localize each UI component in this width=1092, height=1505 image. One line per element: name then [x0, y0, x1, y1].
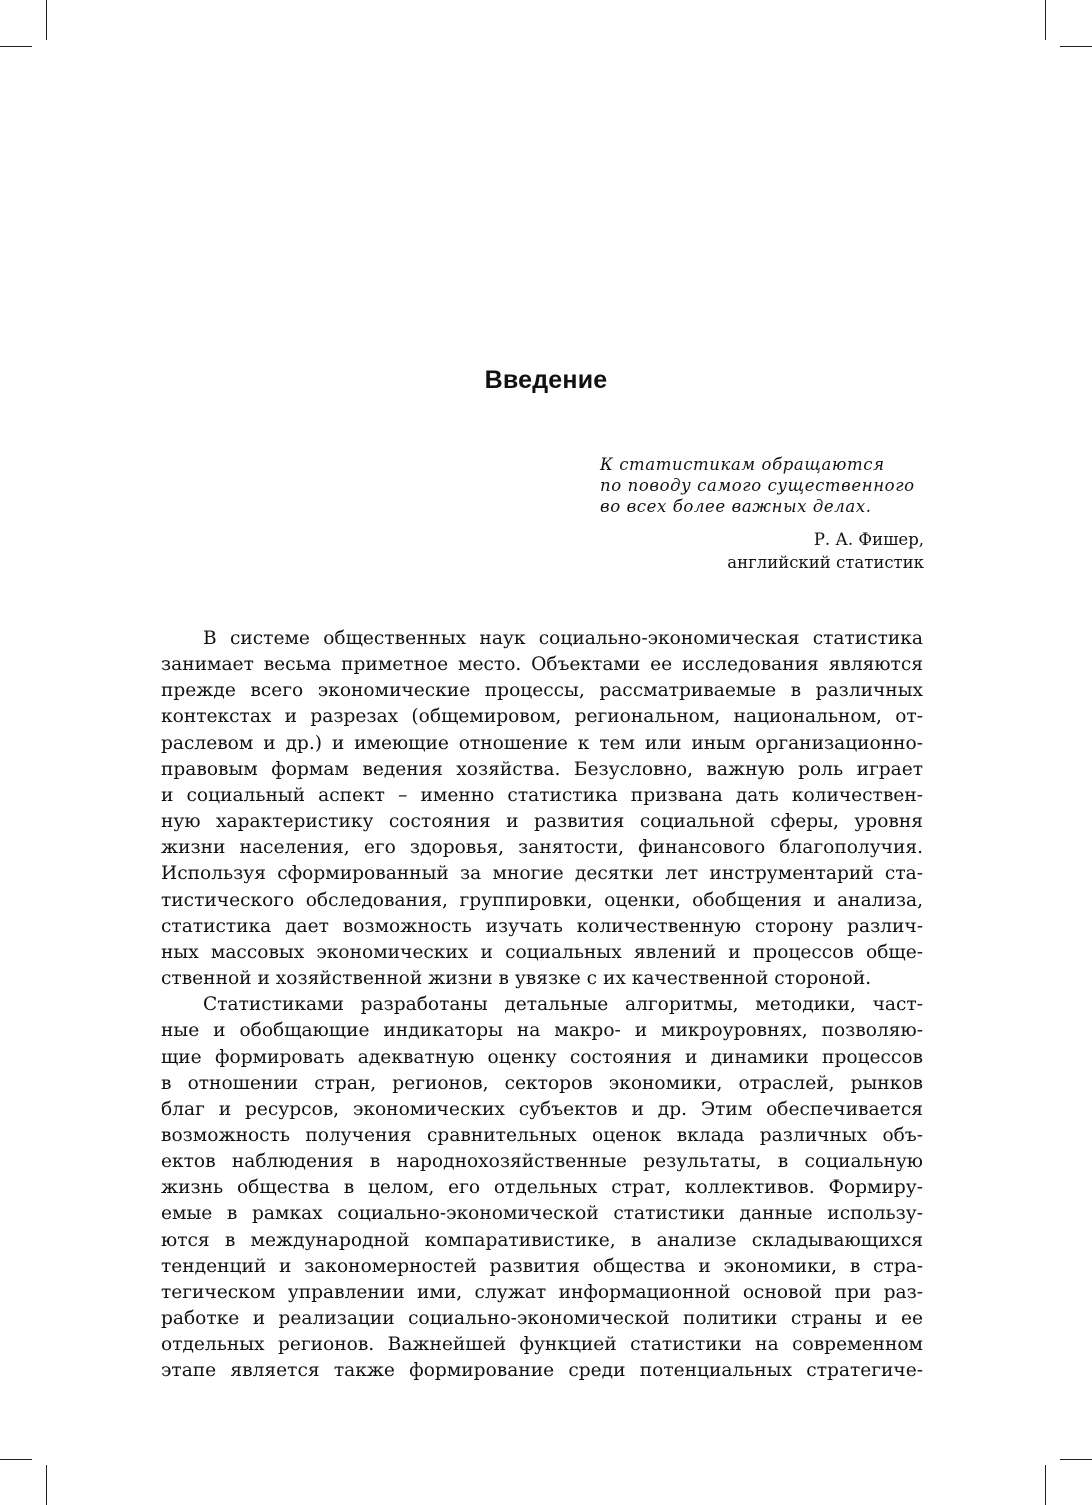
text-line: ются в международной компаративистике, в анализе складывающихся — [161, 1229, 923, 1251]
text-line: жизни населения, его здоровья, занятости, финансового благополучия. — [161, 837, 923, 859]
text-line: в отношении стран, регионов, секторов экономики, отраслей, рынков — [161, 1072, 923, 1094]
text-line: Используя сформированный за многие десятки лет инструментарий ста- — [161, 863, 923, 885]
epigraph-line: по поводу самого существенного — [600, 476, 915, 495]
text-line: благ и ресурсов, экономических субъектов и др. Этим обеспечивается — [161, 1098, 923, 1120]
crop-mark-bottom-left-horizontal — [0, 1459, 32, 1460]
epigraph — [600, 454, 924, 517]
text-line: В системе общественных наук социально-экономическая статистика — [203, 628, 923, 649]
text-line: ные и обобщающие индикаторы на макро- и микроуровнях, позволяю- — [161, 1020, 923, 1042]
text-line: возможность получения сравнительных оценок вклада различных объ- — [161, 1124, 923, 1146]
crop-mark-bottom-left-vertical — [46, 1465, 47, 1505]
text-line: ную характеристику состояния и развития социальной сферы, уровня — [161, 811, 923, 833]
epigraph-author: Р. А. Фишер, — [813, 530, 924, 549]
crop-mark-bottom-right-horizontal — [1060, 1459, 1092, 1460]
epigraph-author-role: английский статистик — [727, 553, 924, 572]
text-line: контекстах и разрезах (общемировом, региональном, национальном, от- — [161, 706, 923, 728]
text-line: ектов наблюдения в народнохозяйственные результаты, в социальную — [161, 1151, 923, 1173]
text-line: тистического обследования, группировки, оценки, обобщения и анализа, — [161, 889, 923, 911]
text-line: этапе является также формирование среди потенциальных стратегиче- — [161, 1360, 923, 1382]
text-line: тегическом управлении ими, служат информационной основой при раз- — [161, 1281, 923, 1303]
crop-mark-top-right-vertical — [1045, 0, 1046, 40]
text-line: жизнь общества в целом, его отдельных страт, коллективов. Формиру- — [161, 1177, 923, 1199]
text-line: емые в рамках социально-экономической статистики данные использу- — [161, 1203, 923, 1225]
epigraph-line: во всех более важных делах. — [600, 497, 872, 516]
text-line: ных массовых экономических и социальных явлений и процессов обще- — [161, 941, 923, 963]
text-line: отдельных регионов. Важнейшей функцией статистики на современном — [161, 1334, 923, 1356]
crop-mark-top-right-horizontal — [1060, 46, 1092, 47]
text-line: Статистиками разработаны детальные алгоритмы, методики, част- — [203, 994, 923, 1016]
text-line: правовым формам ведения хозяйства. Безусловно, важную роль играет — [161, 758, 923, 780]
text-line: работке и реализации социально-экономической политики страны и ее — [161, 1308, 923, 1330]
paragraph-2 — [161, 992, 923, 1384]
epigraph-line: К статистикам обращаются — [600, 455, 885, 474]
text-line: занимает весьма приметное место. Объектами ее исследования являются — [161, 654, 923, 676]
chapter-heading: Введение — [484, 366, 608, 394]
text-line: статистика дает возможность изучать количественную сторону различ- — [161, 915, 923, 937]
text-line: и социальный аспект – именно статистика призвана дать количествен- — [161, 784, 923, 806]
text-line: раслевом и др.) и имеющие отношение к тем или иным организационно- — [161, 732, 923, 754]
paragraph-1 — [161, 626, 923, 992]
text-line: ственной и хозяйственной жизни в увязке с их качественной стороной. — [161, 968, 872, 990]
crop-mark-top-left-horizontal — [0, 46, 32, 47]
body-text — [161, 626, 923, 1385]
epigraph-attribution — [584, 528, 924, 574]
text-line: тенденций и закономерностей развития общества и экономики, в стра- — [161, 1255, 923, 1277]
crop-mark-bottom-right-vertical — [1045, 1465, 1046, 1505]
text-line: щие формировать адекватную оценку состояния и динамики процессов — [161, 1046, 923, 1068]
crop-mark-top-left-vertical — [46, 0, 47, 40]
text-line: прежде всего экономические процессы, рассматриваемые в различных — [161, 680, 923, 702]
